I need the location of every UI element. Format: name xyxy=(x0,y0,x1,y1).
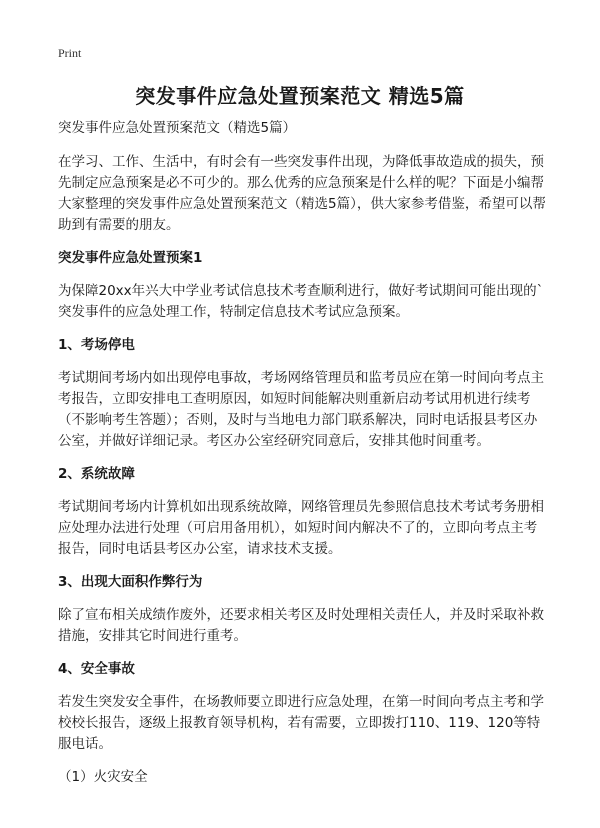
item-heading-safety-accident: 4、安全事故 xyxy=(58,661,135,677)
item-heading-power-outage: 1、考场停电 xyxy=(58,337,135,353)
document-title: 突发事件应急处置预案范文 精选5篇 xyxy=(135,84,465,108)
document-content xyxy=(58,118,548,800)
sub-item-fire-safety: （1）火灾安全 xyxy=(58,769,148,785)
section-heading: 突发事件应急处置预案1 xyxy=(58,250,203,266)
document-subtitle: 突发事件应急处置预案范文（精选5篇） xyxy=(58,120,297,136)
print-label[interactable]: Print xyxy=(58,46,82,60)
item-body-cheating: 除了宣布相关成绩作废外，还要求相关考区及时处理相关责任人，并及时采取补救措施，安排其它时间进行重考。 xyxy=(58,607,544,644)
item-heading-system-failure: 2、系统故障 xyxy=(58,466,135,482)
intro-paragraph: 在学习、工作、生活中，有时会有一些突发事件出现，为降低事故造成的损失，预先制定应急预案是必不可少的。那么优秀的应急预案是什么样的呢？下面是小编帮大家整理的突发事件应急处置预案范文（精选5篇），供大家参考借鉴，希望可以帮助到有需要的朋友。 xyxy=(58,154,546,233)
item-heading-cheating: 3、出现大面积作弊行为 xyxy=(58,574,203,590)
item-body-safety-accident: 若发生突发安全事件，在场教师要立即进行应急处理，在第一时间向考点主考和学校校长报告，逐级上报教育领导机构，若有需要，立即拨打110、119、120等特服电话。 xyxy=(58,694,544,752)
section-paragraph: 为保障20xx年兴大中学业考试信息技术考查顺利进行，做好考试期间可能出现的`突发事件的应急处理工作，特制定信息技术考试应急预案。 xyxy=(58,283,544,320)
item-body-power-outage: 考试期间考场内如出现停电事故，考场网络管理员和监考员应在第一时间向考点主考报告，立即安排电工查明原因，如短时间能解决则重新启动考试用机进行续考（不影响考生答题）；否则，及时与当地电力部门联系解决，同时电话报县考区办公室，并做好详细记录。考区办公室经研究同意后，安排其他时间重考。 xyxy=(58,370,544,449)
item-body-system-failure: 考试期间考场内计算机如出现系统故障，网络管理员先参照信息技术考试考务册相应处理办法进行处理（可启用备用机），如短时间内解决不了的，立即向考点主考报告，同时电话县考区办公室，请求技术支援。 xyxy=(58,499,544,557)
